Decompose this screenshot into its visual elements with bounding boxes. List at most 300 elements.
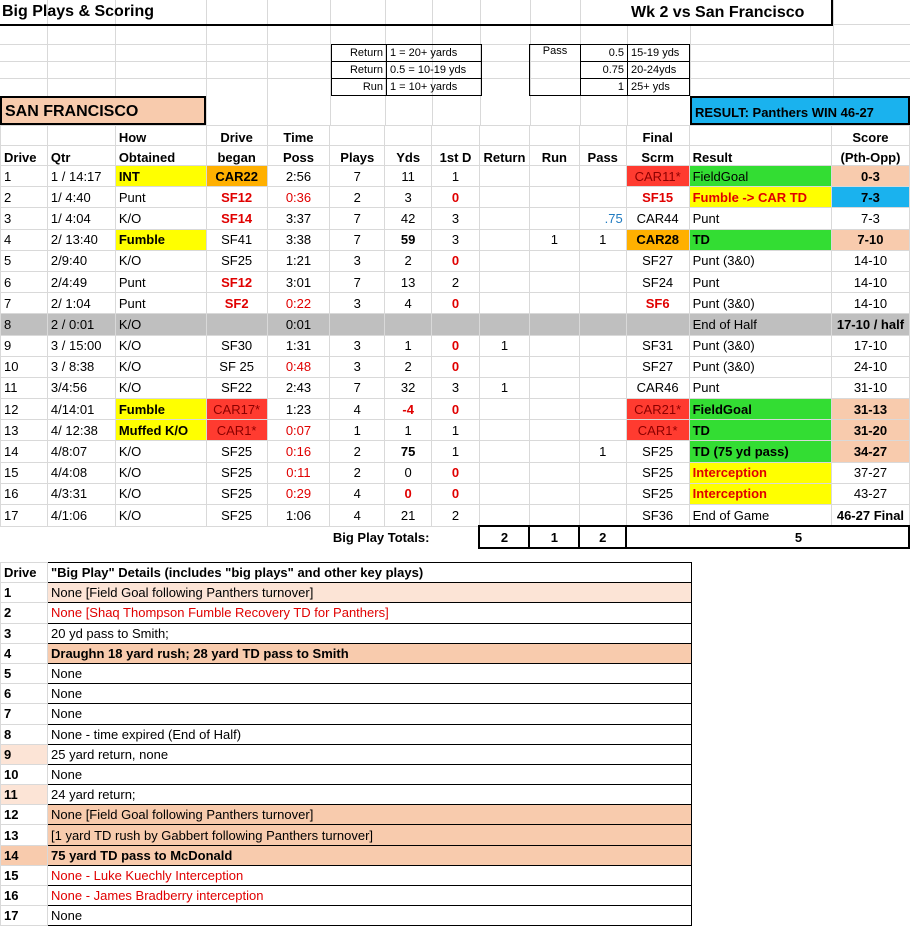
legend-rule: 0.5 = 10-19 yds [387, 62, 482, 79]
time-cell: 2:56 [267, 166, 330, 187]
drive-row [1, 505, 910, 527]
how-cell: K/O [115, 377, 206, 398]
col-began: began [206, 146, 267, 166]
detail-text: None [48, 704, 692, 724]
began-cell: SF41 [206, 229, 267, 250]
return-cell [479, 208, 529, 229]
detail-text: 25 yard return, none [48, 744, 692, 764]
run-cell [529, 505, 579, 527]
how-cell: K/O [115, 462, 206, 483]
col-return-top [479, 126, 529, 146]
how-cell: K/O [115, 314, 206, 335]
run-cell [529, 187, 579, 208]
detail-row [1, 845, 692, 865]
score-cell: 43-27 [832, 483, 909, 504]
drive-cell: 11 [1, 377, 48, 398]
plays-cell: 2 [330, 441, 385, 462]
yds-cell: 0 [385, 462, 432, 483]
began-cell: CAR22 [206, 166, 267, 187]
final-cell: SF25 [626, 483, 689, 504]
title-underline [0, 24, 627, 26]
yds-cell: -4 [385, 399, 432, 420]
firstd-cell: 2 [432, 505, 480, 527]
score-cell: 17-10 [832, 335, 909, 356]
detail-drive: 4 [1, 643, 48, 663]
detail-text: [1 yard TD rush by Gabbert following Panthers turnover] [48, 825, 692, 845]
pass-cell [579, 166, 626, 187]
legend-value: 1 [581, 79, 628, 96]
return-cell [479, 399, 529, 420]
col-how: Obtained [115, 146, 206, 166]
pass-cell [579, 335, 626, 356]
detail-row [1, 704, 692, 724]
return-cell [479, 166, 529, 187]
firstd-cell: 0 [432, 399, 480, 420]
drive-row [1, 229, 910, 250]
details-col-drive: Drive [1, 563, 48, 583]
detail-text: None [Field Goal following Panthers turnover] [48, 805, 692, 825]
col-final: Scrm [626, 146, 689, 166]
yds-cell: 3 [385, 187, 432, 208]
began-cell: SF12 [206, 271, 267, 292]
score-cell: 14-10 [832, 293, 909, 314]
plays-cell: 7 [330, 229, 385, 250]
detail-drive: 17 [1, 906, 48, 926]
yds-cell: 13 [385, 271, 432, 292]
drive-row [1, 356, 910, 377]
how-cell: K/O [115, 356, 206, 377]
return-cell [479, 462, 529, 483]
col-plays: Plays [330, 146, 385, 166]
detail-text: 24 yard return; [48, 785, 692, 805]
drive-cell: 14 [1, 441, 48, 462]
pass-cell [579, 293, 626, 314]
run-cell [529, 271, 579, 292]
plays-cell: 1 [330, 420, 385, 441]
drive-row [1, 377, 910, 398]
drive-row [1, 335, 910, 356]
col-firstd-top [432, 126, 480, 146]
firstd-cell [432, 314, 480, 335]
how-cell: Punt [115, 293, 206, 314]
firstd-cell: 0 [432, 483, 480, 504]
pass-cell [579, 314, 626, 335]
pass-cell [579, 250, 626, 271]
drive-cell: 12 [1, 399, 48, 420]
firstd-cell: 0 [432, 187, 480, 208]
began-cell: SF30 [206, 335, 267, 356]
result-cell: TD [689, 229, 832, 250]
pass-cell [579, 356, 626, 377]
time-cell: 1:06 [267, 505, 330, 527]
return-cell: 1 [479, 335, 529, 356]
drive-row [1, 399, 910, 420]
legend-range: 15-19 yds [628, 45, 690, 62]
qtr-cell: 4/4:08 [47, 462, 115, 483]
drive-cell: 16 [1, 483, 48, 504]
drive-row [1, 441, 910, 462]
col-drive-top [1, 126, 48, 146]
drive-cell: 17 [1, 505, 48, 527]
detail-row [1, 805, 692, 825]
began-cell: SF25 [206, 505, 267, 527]
began-cell: SF2 [206, 293, 267, 314]
yds-cell: 2 [385, 356, 432, 377]
detail-text: None [48, 663, 692, 683]
result-cell: TD [689, 420, 832, 441]
time-cell: 2:43 [267, 377, 330, 398]
total-run: 1 [529, 526, 579, 548]
return-cell [479, 505, 529, 527]
qtr-cell: 2/4:49 [47, 271, 115, 292]
how-cell: Muffed K/O [115, 420, 206, 441]
header-row-top [1, 126, 910, 146]
legend-type: Return [332, 62, 387, 79]
detail-drive: 9 [1, 744, 48, 764]
qtr-cell: 2/9:40 [47, 250, 115, 271]
run-cell [529, 250, 579, 271]
run-cell [529, 314, 579, 335]
run-cell: 1 [529, 229, 579, 250]
score-cell: 7-3 [832, 187, 909, 208]
how-cell: Punt [115, 271, 206, 292]
col-qtr-top [47, 126, 115, 146]
time-cell: 0:16 [267, 441, 330, 462]
qtr-cell: 3/4:56 [47, 377, 115, 398]
yds-cell: 11 [385, 166, 432, 187]
return-cell [479, 356, 529, 377]
final-cell: SF25 [626, 441, 689, 462]
plays-cell: 3 [330, 356, 385, 377]
score-cell: 34-27 [832, 441, 909, 462]
firstd-cell: 0 [432, 250, 480, 271]
began-cell: SF25 [206, 250, 267, 271]
detail-text: None [Shaq Thompson Fumble Recovery TD for Panthers] [48, 603, 692, 623]
pass-cell [579, 505, 626, 527]
firstd-cell: 1 [432, 166, 480, 187]
result-cell: Fumble -> CAR TD [689, 187, 832, 208]
score-cell: 31-13 [832, 399, 909, 420]
result-cell: Punt (3&0) [689, 335, 832, 356]
drive-row [1, 293, 910, 314]
yds-cell: 4 [385, 293, 432, 314]
detail-row [1, 724, 692, 744]
detail-row [1, 583, 692, 603]
col-result: Result [689, 146, 832, 166]
qtr-cell: 2/ 1:04 [47, 293, 115, 314]
run-cell [529, 441, 579, 462]
detail-text: 20 yd pass to Smith; [48, 623, 692, 643]
final-cell: CAR28 [626, 229, 689, 250]
qtr-cell: 4/3:31 [47, 483, 115, 504]
result-cell: Interception [689, 462, 832, 483]
detail-text: None - time expired (End of Half) [48, 724, 692, 744]
detail-drive: 6 [1, 684, 48, 704]
began-cell: CAR17* [206, 399, 267, 420]
col-how-top: How [115, 126, 206, 146]
detail-text: None [48, 906, 692, 926]
legend-range: 25+ yds [628, 79, 690, 96]
detail-row [1, 906, 692, 926]
drive-row [1, 420, 910, 441]
drive-row [1, 166, 910, 187]
final-cell: CAR21* [626, 399, 689, 420]
drive-row [1, 483, 910, 504]
plays-cell: 4 [330, 399, 385, 420]
result-cell: FieldGoal [689, 166, 832, 187]
col-pass: Pass [579, 146, 626, 166]
col-time: Poss [267, 146, 330, 166]
return-cell [479, 229, 529, 250]
pass-cell: 1 [579, 441, 626, 462]
detail-text: None - Luke Kuechly Interception [48, 865, 692, 885]
time-cell: 0:07 [267, 420, 330, 441]
pass-cell [579, 271, 626, 292]
pass-cell [579, 420, 626, 441]
drive-cell: 4 [1, 229, 48, 250]
details-table [0, 562, 692, 926]
team-banner: SAN FRANCISCO [0, 96, 206, 125]
yds-cell: 75 [385, 441, 432, 462]
col-began-top: Drive [206, 126, 267, 146]
plays-cell: 2 [330, 462, 385, 483]
score-cell: 31-20 [832, 420, 909, 441]
drive-row [1, 314, 910, 335]
col-score: (Pth-Opp) [832, 146, 909, 166]
pass-cell: .75 [579, 208, 626, 229]
time-cell: 1:21 [267, 250, 330, 271]
game-title: Wk 2 vs San Francisco [627, 0, 833, 26]
plays-cell: 2 [330, 187, 385, 208]
time-cell: 0:22 [267, 293, 330, 314]
plays-cell: 3 [330, 293, 385, 314]
details-header-row [1, 563, 692, 583]
how-cell: K/O [115, 483, 206, 504]
score-cell: 24-10 [832, 356, 909, 377]
result-cell: Punt (3&0) [689, 250, 832, 271]
col-pass-top [579, 126, 626, 146]
legend-row [332, 79, 482, 96]
col-return: Return [479, 146, 529, 166]
col-score-top: Score [832, 126, 909, 146]
detail-drive: 5 [1, 663, 48, 683]
result-cell: Punt (3&0) [689, 293, 832, 314]
result-cell: End of Game [689, 505, 832, 527]
final-cell: SF6 [626, 293, 689, 314]
yds-cell [385, 314, 432, 335]
detail-text: None [48, 684, 692, 704]
result-cell: Punt [689, 377, 832, 398]
drive-cell: 2 [1, 187, 48, 208]
drive-row [1, 250, 910, 271]
final-cell: SF25 [626, 462, 689, 483]
return-cell [479, 250, 529, 271]
drive-cell: 1 [1, 166, 48, 187]
how-cell: INT [115, 166, 206, 187]
col-qtr: Qtr [47, 146, 115, 166]
run-cell [529, 462, 579, 483]
how-cell: K/O [115, 250, 206, 271]
drive-cell: 3 [1, 208, 48, 229]
yds-cell: 42 [385, 208, 432, 229]
final-cell: CAR11* [626, 166, 689, 187]
detail-drive: 11 [1, 785, 48, 805]
detail-row [1, 663, 692, 683]
run-cell [529, 399, 579, 420]
drive-cell: 6 [1, 271, 48, 292]
col-run-top [529, 126, 579, 146]
plays-cell: 4 [330, 483, 385, 504]
qtr-cell: 2/ 13:40 [47, 229, 115, 250]
time-cell: 3:38 [267, 229, 330, 250]
pass-cell [579, 377, 626, 398]
detail-text: None - James Bradberry interception [48, 886, 692, 906]
page-title: Big Plays & Scoring [2, 3, 155, 20]
score-cell: 7-3 [832, 208, 909, 229]
detail-drive: 16 [1, 886, 48, 906]
return-cell [479, 271, 529, 292]
detail-row [1, 643, 692, 663]
detail-row [1, 744, 692, 764]
began-cell: SF 25 [206, 356, 267, 377]
legend-row [332, 45, 482, 62]
qtr-cell: 1/ 4:04 [47, 208, 115, 229]
qtr-cell: 4/14:01 [47, 399, 115, 420]
drive-cell: 9 [1, 335, 48, 356]
drive-row [1, 187, 910, 208]
time-cell: 0:29 [267, 483, 330, 504]
time-cell: 0:11 [267, 462, 330, 483]
yds-cell: 0 [385, 483, 432, 504]
detail-row [1, 785, 692, 805]
drive-row [1, 271, 910, 292]
how-cell: Fumble [115, 229, 206, 250]
legend-row [530, 45, 690, 62]
pass-legend [529, 44, 690, 96]
detail-row [1, 603, 692, 623]
plays-cell: 7 [330, 271, 385, 292]
began-cell: SF25 [206, 462, 267, 483]
col-run: Run [529, 146, 579, 166]
return-cell [479, 420, 529, 441]
legend-range: 20-24yds [628, 62, 690, 79]
yds-cell: 1 [385, 420, 432, 441]
yds-cell: 32 [385, 377, 432, 398]
totals-row [1, 526, 910, 548]
result-cell: Punt (3&0) [689, 356, 832, 377]
run-cell [529, 208, 579, 229]
detail-row [1, 623, 692, 643]
firstd-cell: 0 [432, 293, 480, 314]
score-cell: 7-10 [832, 229, 909, 250]
began-cell [206, 314, 267, 335]
pass-cell: 1 [579, 229, 626, 250]
drive-cell: 13 [1, 420, 48, 441]
result-cell: TD (75 yd pass) [689, 441, 832, 462]
detail-drive: 10 [1, 764, 48, 784]
drive-cell: 7 [1, 293, 48, 314]
detail-row [1, 825, 692, 845]
final-cell: SF27 [626, 250, 689, 271]
details-col-title: "Big Play" Details (includes "big plays" and other key plays) [48, 563, 692, 583]
how-cell: Fumble [115, 399, 206, 420]
how-cell: K/O [115, 335, 206, 356]
plays-cell: 3 [330, 250, 385, 271]
return-cell [479, 187, 529, 208]
plays-cell: 4 [330, 505, 385, 527]
plays-cell: 3 [330, 335, 385, 356]
began-cell: SF12 [206, 187, 267, 208]
firstd-cell: 1 [432, 441, 480, 462]
detail-drive: 15 [1, 865, 48, 885]
how-cell: K/O [115, 208, 206, 229]
final-cell: CAR44 [626, 208, 689, 229]
drive-table [0, 125, 910, 549]
col-time-top: Time [267, 126, 330, 146]
began-cell: CAR1* [206, 420, 267, 441]
began-cell: SF25 [206, 483, 267, 504]
firstd-cell: 0 [432, 462, 480, 483]
firstd-cell: 3 [432, 208, 480, 229]
score-cell: 37-27 [832, 462, 909, 483]
return-cell [479, 293, 529, 314]
drive-cell: 5 [1, 250, 48, 271]
yds-cell: 1 [385, 335, 432, 356]
firstd-cell: 3 [432, 229, 480, 250]
how-cell: Punt [115, 187, 206, 208]
run-cell [529, 335, 579, 356]
legend-rule: 1 = 20+ yards [387, 45, 482, 62]
qtr-cell: 1/ 4:40 [47, 187, 115, 208]
plays-cell [330, 314, 385, 335]
detail-drive: 13 [1, 825, 48, 845]
detail-row [1, 886, 692, 906]
qtr-cell: 4/8:07 [47, 441, 115, 462]
final-cell: SF24 [626, 271, 689, 292]
return-cell [479, 314, 529, 335]
qtr-cell: 3 / 8:38 [47, 356, 115, 377]
firstd-cell: 1 [432, 420, 480, 441]
time-cell: 0:48 [267, 356, 330, 377]
final-cell: CAR1* [626, 420, 689, 441]
began-cell: SF25 [206, 441, 267, 462]
detail-drive: 8 [1, 724, 48, 744]
run-cell [529, 420, 579, 441]
result-cell: FieldGoal [689, 399, 832, 420]
result-banner: RESULT: Panthers WIN 46-27 [690, 96, 910, 125]
qtr-cell: 4/ 12:38 [47, 420, 115, 441]
detail-drive: 12 [1, 805, 48, 825]
plays-cell: 7 [330, 208, 385, 229]
result-cell: Punt [689, 271, 832, 292]
firstd-cell: 0 [432, 335, 480, 356]
legend-value: 0.5 [581, 45, 628, 62]
final-cell: CAR46 [626, 377, 689, 398]
pass-cell [579, 399, 626, 420]
firstd-cell: 2 [432, 271, 480, 292]
plays-cell: 7 [330, 377, 385, 398]
result-cell: Punt [689, 208, 832, 229]
score-cell: 17-10 / half [832, 314, 909, 335]
final-cell: SF31 [626, 335, 689, 356]
final-cell: SF27 [626, 356, 689, 377]
return-cell: 1 [479, 377, 529, 398]
began-cell: SF22 [206, 377, 267, 398]
time-cell: 1:31 [267, 335, 330, 356]
detail-drive: 2 [1, 603, 48, 623]
how-cell: K/O [115, 505, 206, 527]
drive-row [1, 208, 910, 229]
